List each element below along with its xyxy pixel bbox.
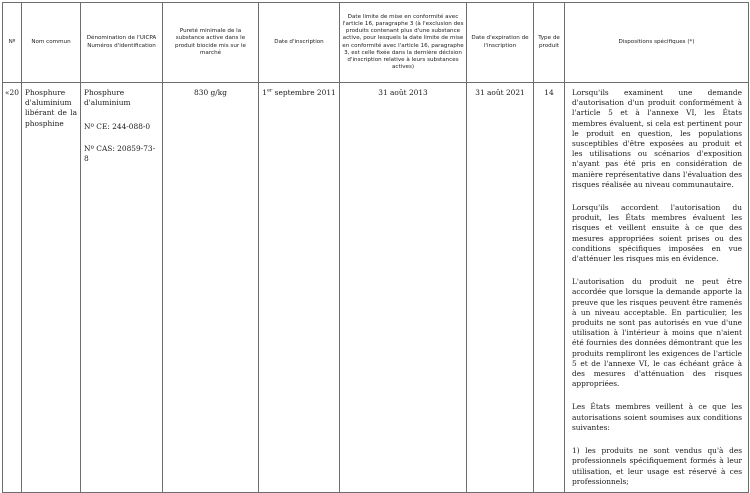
purity-value: 830 g/kg	[163, 83, 259, 493]
entry-number: «20	[3, 83, 22, 493]
header-iupac-name: Dénomination de l'UICPA Numéros d'identification	[81, 3, 163, 83]
compliance-deadline: 31 août 2013	[340, 83, 467, 493]
inscription-date	[259, 83, 340, 493]
inscription-ordinal: er	[266, 87, 273, 94]
header-expiry-date: Date d'expiration de l'inscription	[467, 3, 534, 83]
iupac-name: Phosphure d'aluminium	[84, 88, 131, 108]
provision-paragraph: 1) les produits ne sont vendus qu'à des professionnels spécifiquement formés à leur utilisation, et leur usage est réservé à ces professionnels;	[572, 446, 742, 486]
provision-paragraph: Lorsqu'ils examinent une demande d'autorisation d'un produit conformément à l'article 5 et à l'annexe VI, les États membres évaluent, si cela est pertinent pour le produit en question, les populations susceptibles d'être exposées au produit et les utilisations ou scénarios d'exposition n'ayant pas été pris en considération de manière représentative dans l'évaluation des risques réalisée au niveau communautaire.	[572, 88, 742, 189]
header-purity: Pureté minimale de la substance active dans le produit biocide mis sur le marché	[163, 3, 259, 83]
common-name: Phosphure d'aluminium libérant de la phosphine	[25, 88, 77, 128]
cas-number: Nº CAS: 20859-73-8	[84, 143, 156, 163]
common-name-cell	[22, 83, 81, 493]
inscription-month-year: septembre 2011	[272, 88, 336, 97]
product-type: 14	[534, 83, 565, 493]
header-number: Nº	[3, 3, 22, 83]
iupac-cell	[81, 83, 163, 493]
ce-number: Nº CE: 244-088-0	[84, 122, 151, 132]
expiry-date: 31 août 2021	[467, 83, 534, 493]
provision-paragraph: Lorsqu'ils accordent l'autorisation du produit, les États membres évaluent les risques et veillent ensuite à ce que des mesures appropriées soient prises ou des conditions spécifiques imposées en vue d'atténuer les risques mis en évidence.	[572, 203, 742, 264]
header-inscription-date: Date d'inscription	[259, 3, 340, 83]
header-specific-provisions: Dispositions spécifiques (*)	[565, 3, 749, 83]
table-header-row	[3, 3, 749, 83]
header-compliance-deadline: Date limite de mise en conformité avec l'article 16, paragraphe 3 (à l'exclusion des produits contenant plus d'une substance active, pour lesquels la date limite de mise en conformité avec l'article 16, paragraphe 3, est celle fixée dans la dernière décision d'inscription relative à leurs substances actives)	[340, 3, 467, 83]
inscription-day: 1	[262, 88, 267, 97]
header-product-type: Type de produit	[534, 3, 565, 83]
provision-paragraph: Les États membres veillent à ce que les autorisations soient soumises aux conditions suivantes:	[572, 402, 742, 432]
biocide-substance-table	[2, 2, 749, 493]
specific-provisions-cell	[565, 83, 749, 493]
header-common-name: Nom commun	[22, 3, 81, 83]
table-row	[3, 83, 749, 493]
provision-paragraph: L'autorisation du produit ne peut être accordée que lorsque la demande apporte la preuve que les risques peuvent être ramenés à un niveau acceptable. En particulier, les produits ne sont pas autorisés en vue d'une utilisation à l'intérieur à moins que n'aient été fournies des données démontrant que les produits rempliront les exigences de l'article 5 et de l'annexe VI, le cas échéant grâce à des mesures d'atténuation des risques appropriées.	[572, 277, 742, 389]
